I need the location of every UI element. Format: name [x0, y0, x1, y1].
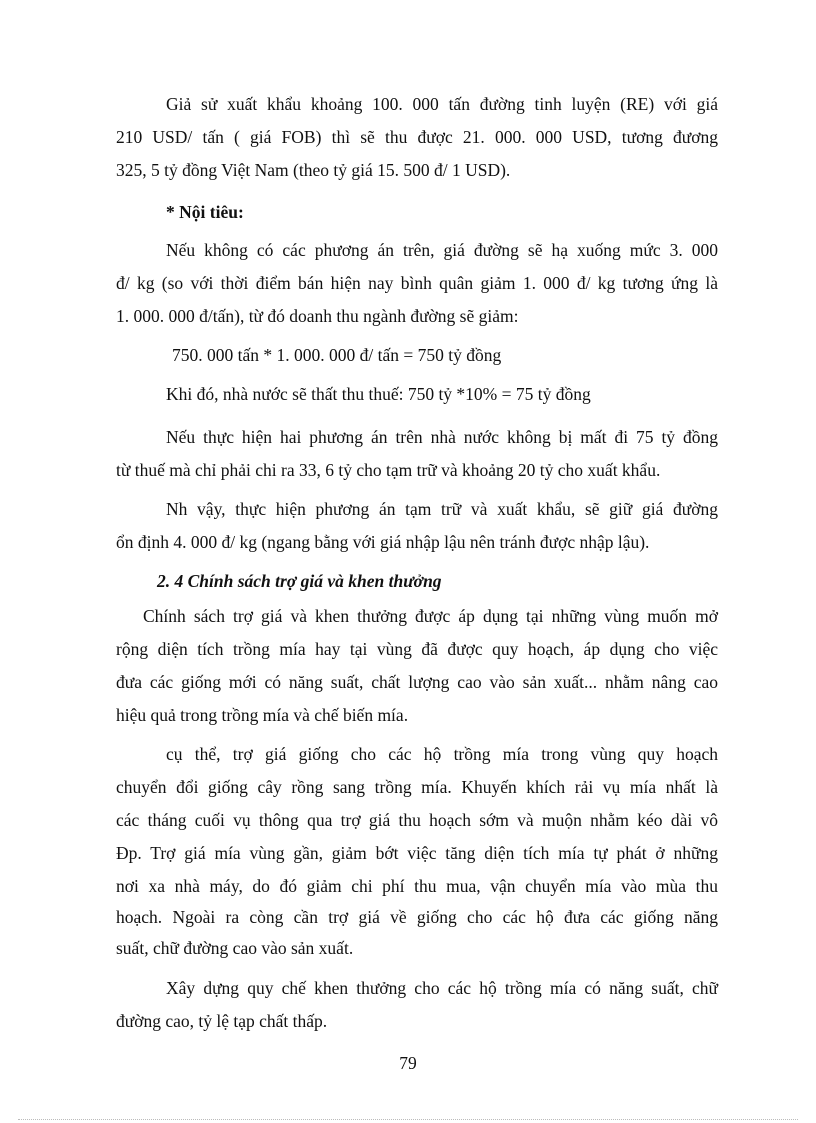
text-line: đưa các giống mới có năng suất, chất lượng cao vào sản xuất... nhằm nâng cao	[116, 672, 718, 692]
text-line: ổn định 4. 000 đ/ kg (ngang bằng với giá nhập lậu nên tránh được nhập lậu).	[116, 532, 650, 552]
text-line: từ thuế mà chỉ phải chi ra 33, 6 tỷ cho tạm trữ và khoảng 20 tỷ cho xuất khẩu.	[116, 460, 661, 480]
text-line: đường cao, tỷ lệ tạp chất thấp.	[116, 1011, 328, 1031]
formula-line: 750. 000 tấn * 1. 000. 000 đ/ tấn = 750 tỷ đồng	[172, 345, 502, 365]
text-line: Nếu không có các phương án trên, giá đường sẽ hạ xuống mức 3. 000	[166, 240, 718, 260]
text-line: hiệu quả trong trồng mía và chế biến mía.	[116, 705, 409, 725]
text-line: 325, 5 tỷ đồng Việt Nam (theo tỷ giá 15. 500 đ/ 1 USD).	[116, 160, 511, 180]
text-line: Giả sử xuất khẩu khoảng 100. 000 tấn đường tinh luyện (RE) với giá	[166, 94, 718, 114]
text-line: Xây dựng quy chế khen thưởng cho các hộ trồng mía có năng suất, chữ	[166, 978, 718, 998]
text-line: nơi xa nhà máy, do đó giảm chi phí thu mua, vận chuyển mía vào mùa thu	[116, 876, 718, 896]
text-line: Chính sách trợ giá và khen thưởng được áp dụng tại những vùng muốn mở	[143, 606, 718, 626]
text-line: Khi đó, nhà nước sẽ thất thu thuế: 750 tỷ *10% = 75 tỷ đồng	[166, 384, 591, 404]
page-number: 79	[399, 1053, 417, 1073]
section-heading: * Nội tiêu:	[166, 202, 244, 222]
text-line: cụ thể, trợ giá giống cho các hộ trồng mía trong vùng quy hoạch	[166, 744, 718, 764]
text-line: Nếu thực hiện hai phương án trên nhà nước không bị mất đi 75 tỷ đồng	[166, 427, 718, 447]
text-line: các tháng cuối vụ thông qua trợ giá thu hoạch sớm và muộn nhằm kéo dài vô	[116, 810, 718, 830]
footer-divider	[18, 1119, 798, 1120]
text-line: đ/ kg (so với thời điểm bán hiện nay bình quân giảm 1. 000 đ/ kg tương ứng là	[116, 273, 718, 293]
text-line: 210 USD/ tấn ( giá FOB) thì sẽ thu được 21. 000. 000 USD, tương đương	[116, 127, 718, 147]
text-line: rộng diện tích trồng mía hay tại vùng đã được quy hoạch, áp dụng cho việc	[116, 639, 718, 659]
text-line: suất, chữ đường cao vào sản xuất.	[116, 938, 354, 958]
subsection-heading: 2. 4 Chính sách trợ giá và khen thưởng	[157, 571, 442, 591]
text-line: 1. 000. 000 đ/tấn), từ đó doanh thu ngành đường sẽ giảm:	[116, 306, 519, 326]
text-line: Đp. Trợ giá mía vùng gần, giảm bớt việc tăng diện tích mía tự phát ở những	[116, 843, 718, 863]
text-line: Nh vậy, thực hiện phương án tạm trữ và xuất khẩu, sẽ giữ giá đường	[166, 499, 718, 519]
text-line: chuyển đổi giống cây rồng sang trồng mía. Khuyến khích rải vụ mía nhất là	[116, 777, 718, 797]
text-line: hoạch. Ngoài ra còng cần trợ giá về giống cho các hộ đưa các giống năng	[116, 907, 718, 927]
